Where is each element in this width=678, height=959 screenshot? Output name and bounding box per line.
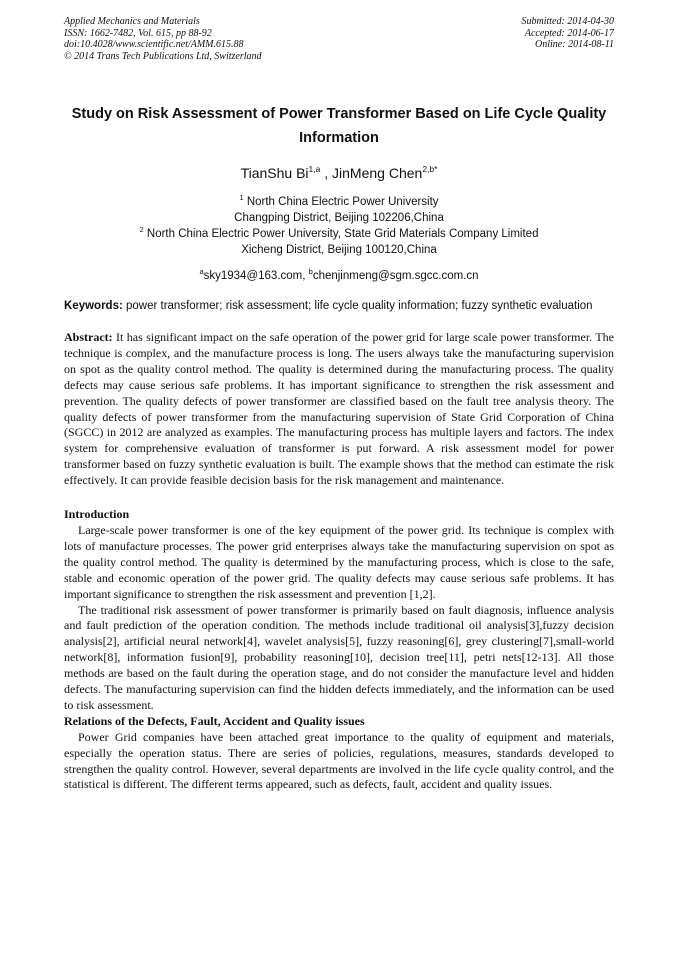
section-heading-introduction: Introduction xyxy=(64,507,130,522)
affiliation-1-line-2: Changping District, Beijing 102206,China xyxy=(234,212,444,224)
introduction-paragraph-2: The traditional risk assessment of power transformer is primarily based on fault diagnosis, influence analysis and fault prediction of the operation condition. The methods include traditional oil analysis[3],fuzzy decision analysis[2], artificial neural network[4], wavelet analysis[5], fuzzy reasoning[6], grey clustering[7],small-world network[8], information fusion[9], probability reasoning[10], decision tree[11], petri nets[12-13]. All those methods are based on the fault during the operation stage, and do not consider the manufacture level and hidden defects. The manufacturing supervision can find the hidden defects immediately, and the information can be used to risk assessment. xyxy=(64,602,614,712)
author-emails xyxy=(64,268,614,284)
email-a-mark: a xyxy=(199,267,204,276)
journal-issn: ISSN: 1662-7482, Vol. 615, pp 88-92 xyxy=(64,27,212,39)
affiliation-1-mark: 1 xyxy=(239,193,244,202)
date-online: Online: 2014-08-11 xyxy=(535,39,614,50)
date-accepted: Accepted: 2014-06-17 xyxy=(524,27,614,39)
author-1-affiliation-mark: 1,a xyxy=(308,164,321,174)
author-2-name: JinMeng Chen xyxy=(332,165,423,181)
journal-doi: doi:10.4028/www.scientific.net/AMM.615.88 xyxy=(64,39,244,50)
affiliations xyxy=(64,194,614,258)
affiliation-2-line-2: Xicheng District, Beijing 100120,China xyxy=(241,244,437,256)
author-separator: , xyxy=(320,165,333,181)
author-line xyxy=(64,164,614,182)
date-submitted: Submitted: 2014-04-30 xyxy=(521,16,614,27)
paper-title: Study on Risk Assessment of Power Transformer Based on Life Cycle Quality Information xyxy=(71,106,607,146)
submission-dates xyxy=(522,16,615,62)
abstract-label: Abstract: xyxy=(64,330,113,344)
journal-info xyxy=(64,16,262,62)
abstract-text: It has significant impact on the safe operation of the power grid for large scale power transformer. The technique is complex, and the manufacture process is long. The users always take the manufacturing supervision on spot as the quality control method. The quality is determined during the manufacturing process. The quality defects may cause serious safe problems. It has important significance to strengthen the risk assessment and prevention. The quality defects of power transformer are classified based on the fault tree analysis theory. The quality defects of power transformer from the manufacturing supervision of State Grid Corporation of China (SGCC) in 2012 are analyzed as examples. The manufacturing process has multiple layers and factors. The index system for comprehensive evaluation of transformer is put forward. A risk assessment model for power transformer based on fuzzy synthetic evaluation is built. The example shows that the method can estimate the risk effectively. It can provide feasible decision basis for the risk management and maintenance. xyxy=(64,330,614,488)
journal-header xyxy=(64,16,614,62)
keywords-label: Keywords: xyxy=(64,300,123,312)
keywords-text: power transformer; risk assessment; life cycle quality information; fuzzy synthetic evaluation xyxy=(122,300,593,312)
email-b: chenjinmeng@sgm.sgcc.com.cn xyxy=(312,270,479,282)
introduction-paragraph-1: Large-scale power transformer is one of the key equipment of the power grid. Its technique is complex with lots of manufacture processes. The power grid enterprises always take the manufacturing supervision on spot as the quality control method. The quality is determined by the manufacturing process, which is close to the safe, stable and economic operation of the power grid. The quality defects may cause serious safe problems. It has important significance to strengthen the risk assessment and prevention [1,2]. xyxy=(64,522,614,601)
affiliation-2-mark: 2 xyxy=(139,225,144,234)
relations-paragraph-1: Power Grid companies have been attached great importance to the quality of equipment and materials, especially the operation status. There are series of policies, regulations, measures, standards developed to strengthen the quality control. However, several departments are involved in the life cycle quality control, and the statistical is different. The different terms appeared, such as defects, fault, accident and quality issues. xyxy=(64,729,614,792)
affiliation-2-line-1: $^2$ North China Electric Power University, State Grid Materials Company Limited xyxy=(139,225,539,240)
affiliation-1-line-1: $^1$ North China Electric Power University xyxy=(239,193,439,208)
author-1-name: TianShu Bi xyxy=(240,165,309,181)
email-b-mark: b xyxy=(308,267,313,276)
abstract xyxy=(64,330,614,489)
journal-name: Applied Mechanics and Materials xyxy=(64,16,200,27)
author-2-affiliation-mark: 2,b* xyxy=(422,164,438,174)
email-a: sky1934@163.com, xyxy=(203,270,309,282)
keywords xyxy=(64,298,614,314)
journal-copyright: © 2014 Trans Tech Publications Ltd, Switzerland xyxy=(64,50,262,62)
section-heading-relations: Relations of the Defects, Fault, Accident and Quality issues xyxy=(64,713,365,728)
